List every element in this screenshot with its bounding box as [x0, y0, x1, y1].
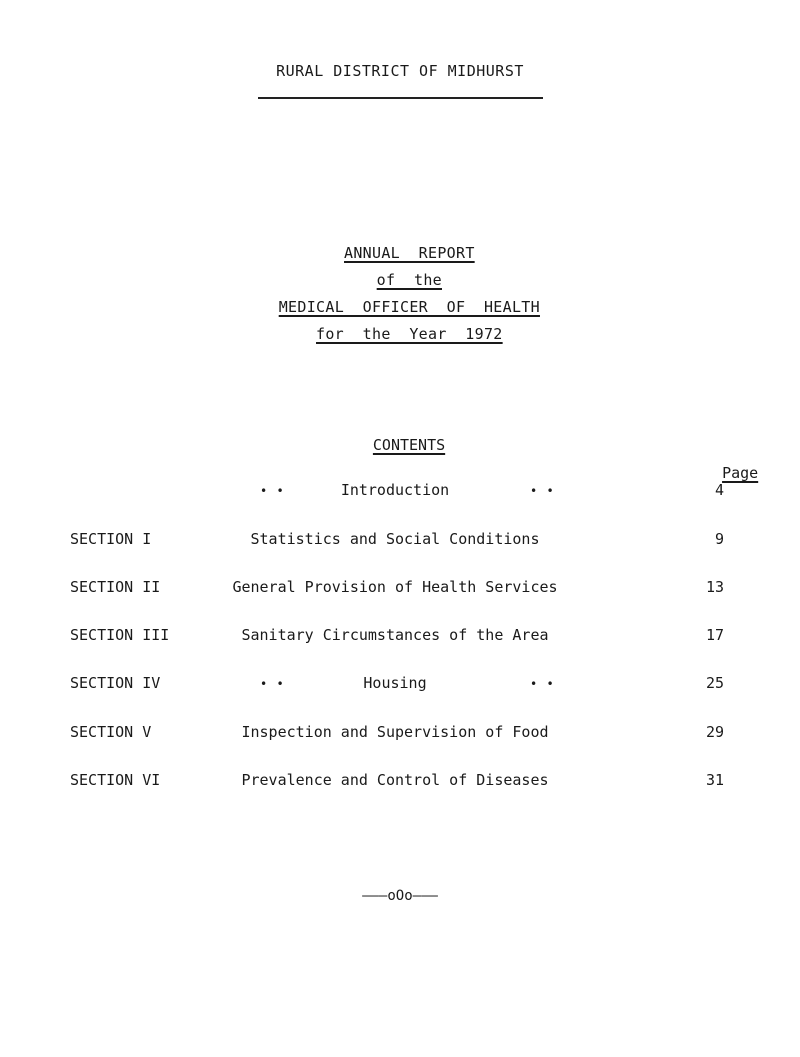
- contents-row-title: Housing: [363, 674, 427, 692]
- contents-row-page: 31: [705, 771, 724, 789]
- contents-row-page: 17: [705, 626, 724, 644]
- page-column-heading: [704, 446, 758, 482]
- contents-row-title: Prevalence and Control of Diseases: [241, 771, 549, 789]
- report-title-text-2: of the: [376, 271, 442, 289]
- contents-row-title: Sanitary Circumstances of the Area: [241, 626, 549, 644]
- contents-row-page: 13: [705, 578, 724, 596]
- leader-dots-left: • •: [260, 484, 285, 498]
- report-title-text-4: for the Year 1972: [316, 325, 503, 343]
- end-ornament: ———oOo———: [362, 888, 438, 904]
- contents-row-title: Statistics and Social Conditions: [250, 530, 540, 548]
- contents-row-title: Inspection and Supervision of Food: [241, 723, 549, 741]
- contents-row-section: SECTION IV: [70, 674, 161, 692]
- contents-row-page: 29: [705, 723, 724, 741]
- page-column-heading-text: Page: [722, 464, 759, 482]
- contents-row-section: SECTION V: [70, 723, 152, 741]
- contents-row-section-v: [0, 723, 800, 743]
- contents-row-section-iv: [0, 674, 800, 694]
- contents-row-section-iii: [0, 626, 800, 646]
- district-title: RURAL DISTRICT OF MIDHURST: [276, 62, 524, 80]
- contents-row-title: General Provision of Health Services: [232, 578, 558, 596]
- report-title-line-4: [0, 307, 800, 343]
- report-title-text-1: ANNUAL REPORT: [344, 244, 475, 262]
- contents-row-introduction: [0, 481, 800, 501]
- contents-heading-text: CONTENTS: [372, 436, 446, 454]
- leader-dots-left: • •: [260, 677, 285, 691]
- contents-row-section: SECTION II: [70, 578, 161, 596]
- contents-row-page: 9: [714, 530, 724, 548]
- contents-row-section: SECTION III: [70, 626, 170, 644]
- contents-row-section: SECTION I: [70, 530, 152, 548]
- contents-row-page: 25: [705, 674, 724, 692]
- contents-row-section: SECTION VI: [70, 771, 161, 789]
- leader-dots-right: • •: [530, 677, 555, 691]
- contents-row-title: Introduction: [340, 481, 450, 499]
- contents-row-page: 4: [714, 481, 724, 499]
- contents-row-section-ii: [0, 578, 800, 598]
- report-title-text-3: MEDICAL OFFICER OF HEALTH: [278, 298, 540, 316]
- title-rule: [258, 97, 543, 99]
- contents-row-section-i: [0, 530, 800, 550]
- leader-dots-right: • •: [530, 484, 555, 498]
- contents-heading: [0, 418, 800, 454]
- contents-row-section-vi: [0, 771, 800, 791]
